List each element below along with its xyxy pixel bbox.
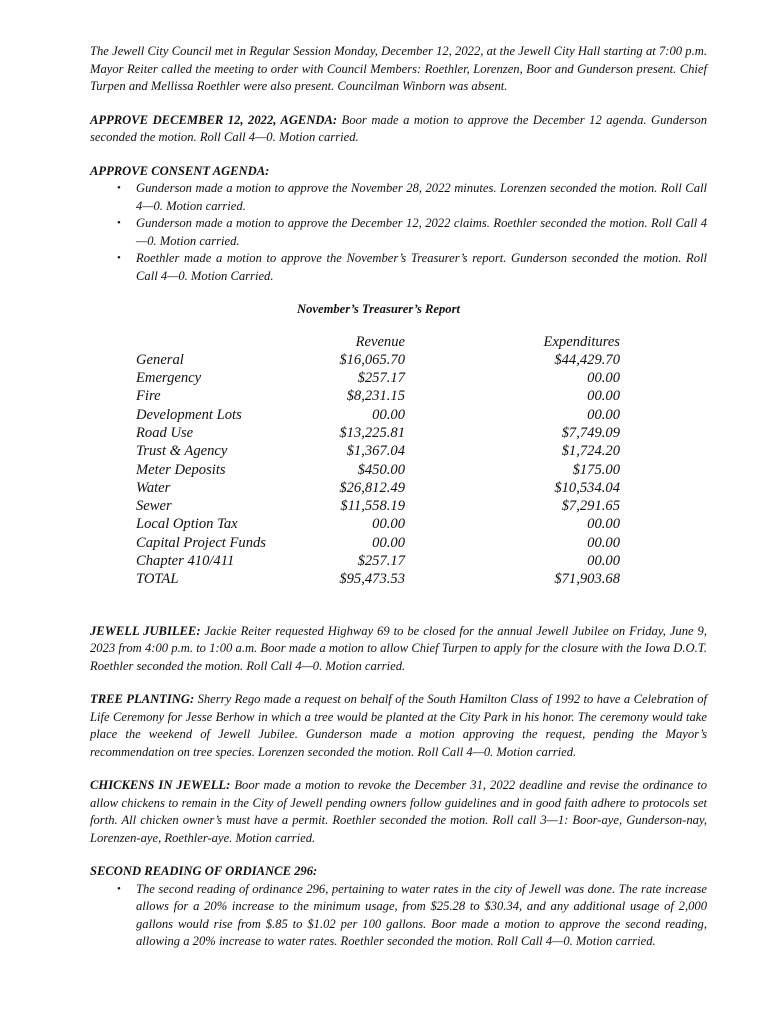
table-row: [136, 442, 707, 460]
ordinance-item: [117, 881, 707, 951]
fund-revenue: 00.00: [372, 534, 405, 551]
table-row: [136, 497, 707, 515]
fund-expenditures: $7,291.65: [561, 498, 620, 515]
fund-header: [136, 333, 291, 351]
fund-revenue: $11,558.19: [340, 498, 405, 515]
tree-planting-section: [90, 691, 707, 761]
meeting-minutes-page: [90, 43, 707, 951]
fund-expenditures: $10,534.04: [554, 479, 620, 496]
agenda-heading: APPROVE DECEMBER 12, 2022, AGENDA:: [90, 112, 338, 127]
fund-name: Fire: [136, 388, 161, 405]
fund-expenditures: 00.00: [587, 370, 620, 387]
table-row: [136, 387, 707, 405]
fund-revenue: $13,225.81: [339, 424, 405, 441]
fund-revenue: $1,367.04: [346, 443, 405, 460]
expenditures-header: Expenditures: [543, 333, 620, 350]
fund-name: Water: [136, 479, 171, 496]
fund-expenditures: $44,429.70: [554, 351, 620, 368]
bullet-icon: •: [117, 882, 121, 895]
table-row: [136, 461, 707, 479]
fund-expenditures: 00.00: [587, 534, 620, 551]
table-row: [136, 369, 707, 387]
table-row: [136, 479, 707, 497]
ordinance-list: [90, 881, 707, 951]
fund-name: Emergency: [136, 370, 202, 387]
fund-revenue: $8,231.15: [346, 388, 405, 405]
fund-revenue: $95,473.53: [339, 571, 405, 588]
fund-expenditures: 00.00: [587, 388, 620, 405]
fund-name: TOTAL: [136, 571, 179, 588]
consent-item-text: Gunderson made a motion to approve the December 12, 2022 claims. Roethler seconded the motion. Roll Call 4—0. Motion carried.: [136, 216, 707, 248]
ordinance-item-text: The second reading of ordinance 296, pertaining to water rates in the city of Jewell was done. The rate increase allows for a 20% increase to the minimum usage, from $25.28 to $30.34, and any additional usage of 2,000 gallons would rise from $.85 to $1.02 per 100 gallons. Boor made a motion to approve the second reading, allowing a 20% increase to water rates. Roethler seconded the motion. Roll Call 4—0. Motion carried.: [136, 881, 707, 949]
tree-text: Sherry Rego made a request on behalf of the South Hamilton Class of 1992 to have a Celebration of Life Ceremony for Jesse Berhow in which a tree would be planted at the City Park in his honor. The ceremony would take place the weekend of Jewell Jubilee. Gunderson made a motion approving the request, pending the Mayor’s recommendation on tree species. Lorenzen seconded the motion. Roll Call 4—0. Motion carried.: [90, 692, 707, 759]
bullet-icon: •: [117, 217, 121, 229]
ordinance-section: [90, 863, 707, 951]
fund-name: Road Use: [136, 424, 194, 441]
consent-item: [117, 250, 707, 285]
fund-revenue: $16,065.70: [339, 351, 405, 368]
consent-heading: APPROVE CONSENT AGENDA:: [90, 163, 270, 178]
intro-paragraph: The Jewell City Council met in Regular Session Monday, December 12, 2022, at the Jewell City Hall starting at 7:00 p.m. Mayor Reiter called the meeting to order with Council Members: Roethler, Lorenzen, Boor and Gunderson present. Chief Turpen and Mellissa Roethler were also present. Councilman Winborn was absent.: [90, 44, 707, 93]
bullet-icon: •: [117, 252, 121, 264]
fund-expenditures: 00.00: [587, 516, 620, 533]
consent-list: [90, 180, 707, 285]
fund-expenditures: $175.00: [572, 461, 620, 478]
bullet-icon: •: [117, 182, 121, 194]
consent-item: [117, 180, 707, 215]
treasurer-report-title: November’s Treasurer’s Report: [297, 302, 460, 316]
fund-name: Meter Deposits: [136, 461, 226, 478]
fund-expenditures: $1,724.20: [561, 443, 620, 460]
table-row: [136, 351, 707, 369]
table-row: [136, 552, 707, 570]
consent-item-text: Roethler made a motion to approve the November’s Treasurer’s report. Gunderson seconded the motion. Roll Call 4—0. Motion Carried.: [136, 251, 707, 283]
table-row: [136, 534, 707, 552]
fund-expenditures: $71,903.68: [554, 571, 620, 588]
fund-revenue: 00.00: [372, 406, 405, 423]
fund-name: Local Option Tax: [136, 516, 238, 533]
fund-name: Development Lots: [136, 406, 242, 423]
fund-expenditures: $7,749.09: [561, 424, 620, 441]
fund-revenue: $257.17: [357, 553, 405, 570]
chickens-heading: CHICKENS IN JEWELL:: [90, 778, 231, 793]
jubilee-text: Jackie Reiter requested Highway 69 to be closed for the annual Jewell Jubilee on Friday, June 9, 2023 from 4:00 p.m. to 1:00 a.m. Boor made a motion to allow Chief Turpen to apply for the closure with the Iowa D.O.T. Roethler seconded the motion. Roll Call 4—0. Motion carried.: [90, 623, 707, 673]
fund-revenue: $257.17: [357, 370, 405, 387]
fund-revenue: $26,812.49: [339, 479, 405, 496]
fund-revenue: $450.00: [357, 461, 405, 478]
fund-expenditures: 00.00: [587, 406, 620, 423]
jubilee-heading: JEWELL JUBILEE:: [90, 623, 201, 638]
tree-heading: TREE PLANTING:: [90, 692, 195, 707]
table-row: [136, 424, 707, 442]
table-row: [136, 406, 707, 424]
table-row: [136, 515, 707, 533]
fund-expenditures: 00.00: [587, 553, 620, 570]
chickens-text: Boor made a motion to revoke the December 31, 2022 deadline and revise the ordinance to allow chickens to remain in the City of Jewell pending owners follow guidelines and in good faith adhere to protocols set forth. All chicken owner’s must have a permit. Roethler seconded the motion. Roll call 3—1: Boor-aye, Gunderson-nay, Lorenzen-aye, Roethler-aye. Motion carried.: [90, 778, 708, 845]
fund-name: Chapter 410/411: [136, 553, 235, 570]
table-header-row: [136, 333, 707, 351]
consent-item: [117, 215, 707, 250]
fund-name: Capital Project Funds: [136, 534, 266, 551]
revenue-header: Revenue: [355, 333, 405, 350]
fund-name: Trust & Agency: [136, 443, 228, 460]
fund-name: General: [136, 351, 184, 368]
agenda-section: [90, 112, 707, 147]
consent-item-text: Gunderson made a motion to approve the November 28, 2022 minutes. Lorenzen seconded the motion. Roll Call 4—0. Motion carried.: [136, 181, 707, 213]
fund-name: Sewer: [136, 498, 172, 515]
treasurer-report-table: [136, 333, 707, 589]
total-row: [136, 570, 707, 588]
ordinance-heading: SECOND READING OF ORDIANCE 296:: [90, 864, 318, 879]
fund-revenue: 00.00: [372, 516, 405, 533]
consent-agenda-section: [90, 163, 707, 286]
jubilee-section: [90, 623, 707, 676]
chickens-section: [90, 777, 707, 847]
agenda-text: Boor made a motion to approve the December 12 agenda. Gunderson seconded the motion. Roll Call 4—0. Motion carried.: [90, 112, 707, 144]
